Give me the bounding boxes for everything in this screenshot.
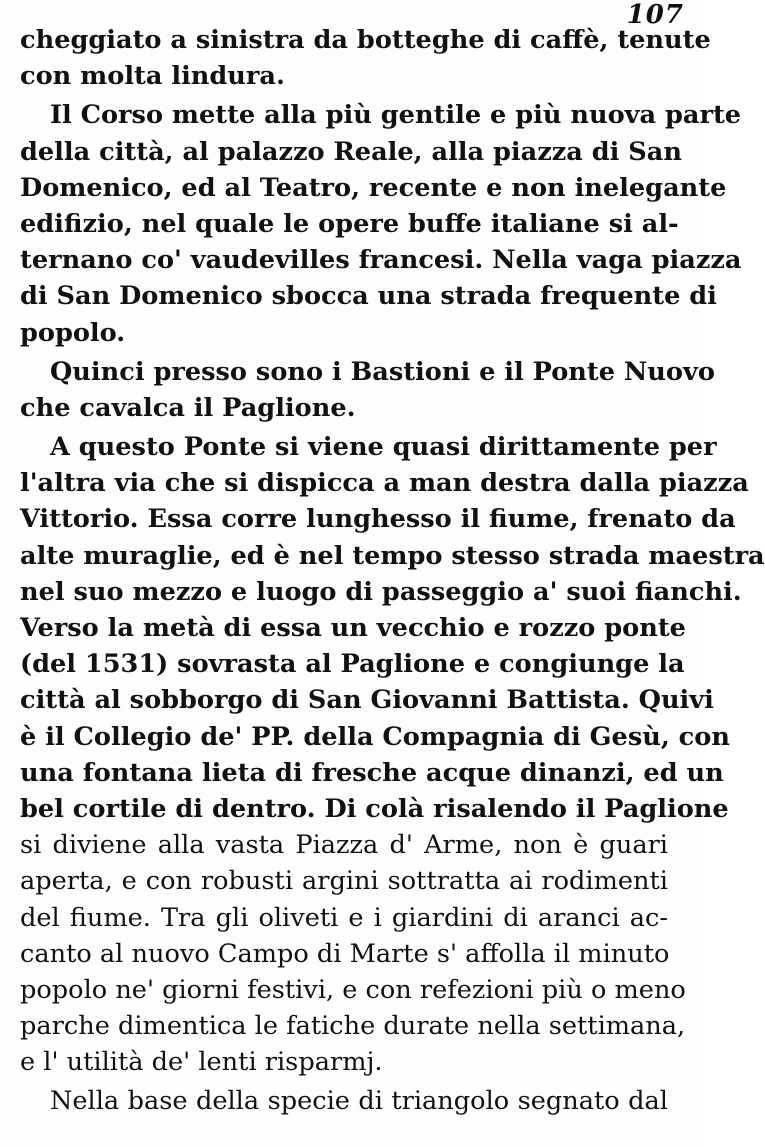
text-line: che cavalca il Paglione. — [20, 392, 356, 423]
text-line: edifizio, nel quale le opere buffe italiane si al- — [20, 208, 679, 239]
text-line: ternano co' vaudevilles francesi. Nella vaga piazza — [20, 245, 742, 276]
text-line: Vittorio. Essa corre lunghesso il fiume, frenato da — [20, 504, 736, 535]
text-line: aperta, e con robusti argini sottratta ai rodimenti — [20, 866, 668, 897]
text-line: canto al nuovo Campo di Marte s' affolla il minuto — [20, 938, 670, 969]
text-line: una fontana lieta di fresche acque dinanzi, ed un — [20, 757, 724, 788]
text-line: popolo. — [20, 317, 126, 348]
paragraph-2 — [20, 97, 742, 350]
text-line: Nella base della specie di triangolo segnato dal — [50, 1086, 668, 1117]
text-line: parche dimentica le fatiche durate nella settimana, — [20, 1011, 686, 1042]
text-line: di San Domenico sbocca una strada frequente di — [20, 281, 717, 312]
paragraph-1 — [20, 22, 711, 94]
text-line: bel cortile di dentro. Di colà risalendo il Paglione — [20, 793, 729, 824]
text-line: del fiume. Tra gli oliveti e i giardini di aranci ac- — [20, 902, 668, 933]
text-line: popolo ne' giorni festivi, e con refezioni più o meno — [20, 974, 686, 1005]
text-line: Quinci presso sono i Bastioni e il Ponte Nuovo — [50, 356, 715, 387]
text-line: (del 1531) sovrasta al Paglione e congiunge la — [20, 649, 685, 680]
page-body — [20, 22, 765, 1120]
text-line: città al sobborgo di San Giovanni Battista. Quivi — [20, 685, 714, 716]
text-line: si diviene alla vasta Piazza d' Arme, non è guari — [20, 830, 668, 861]
text-line: e l' utilità de' lenti risparmj. — [20, 1047, 383, 1078]
paragraph-5 — [20, 1083, 668, 1119]
text-line: nel suo mezzo e luogo di passeggio a' suoi fianchi. — [20, 576, 742, 607]
text-line: è il Collegio de' PP. della Compagnia di Gesù, con — [20, 721, 730, 752]
paragraph-3 — [20, 354, 715, 426]
page-number: 107 — [626, 0, 684, 30]
text-line: Il Corso mette alla più gentile e più nuova parte — [50, 100, 742, 131]
text-line: con molta lindura. — [20, 61, 285, 92]
text-line: Domenico, ed al Teatro, recente e non inelegante — [20, 172, 727, 203]
text-line: della città, al palazzo Reale, alla piazza di San — [20, 136, 682, 167]
text-line: cheggiato a sinistra da botteghe di caffè, tenute — [20, 25, 711, 55]
paragraph-4 — [20, 429, 765, 1080]
text-line: Verso la metà di essa un vecchio e rozzo ponte — [20, 613, 686, 643]
text-line: l'altra via che si dispicca a man destra dalla piazza — [20, 468, 749, 499]
text-line: alte muraglie, ed è nel tempo stesso strada maestra — [20, 540, 765, 571]
text-line: A questo Ponte si viene quasi dirittamente per — [50, 432, 717, 463]
